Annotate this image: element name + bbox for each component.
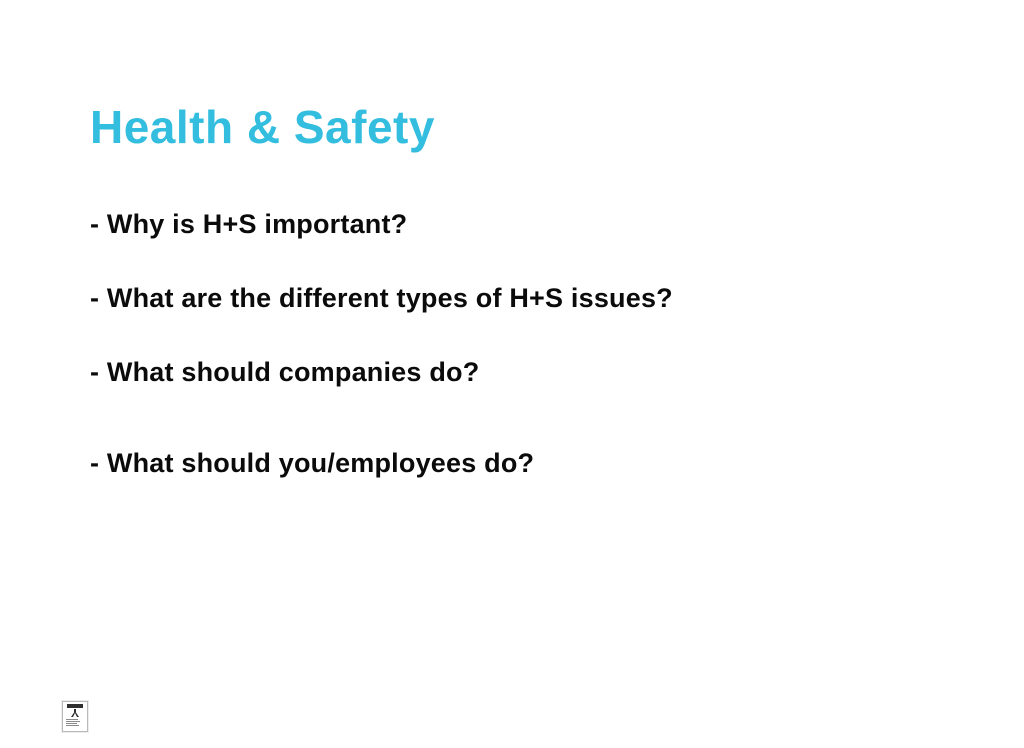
bullet-companies-do: - What should companies do? — [90, 357, 480, 387]
logo-header-bar — [67, 704, 83, 708]
bullet-why-important: - Why is H+S important? — [90, 209, 408, 239]
logo-text-line — [66, 723, 77, 724]
logo-text-line — [66, 725, 79, 726]
logo-text-line — [66, 719, 78, 720]
logo-figure-icon — [70, 709, 80, 718]
bullet-employees-do: - What should you/employees do? — [90, 448, 535, 478]
slide-title: Health & Safety — [90, 101, 435, 153]
bullet-types-of-issues: - What are the different types of H+S issues? — [90, 283, 673, 313]
logo-text-line — [66, 721, 80, 722]
publisher-stamp-logo — [62, 701, 88, 732]
